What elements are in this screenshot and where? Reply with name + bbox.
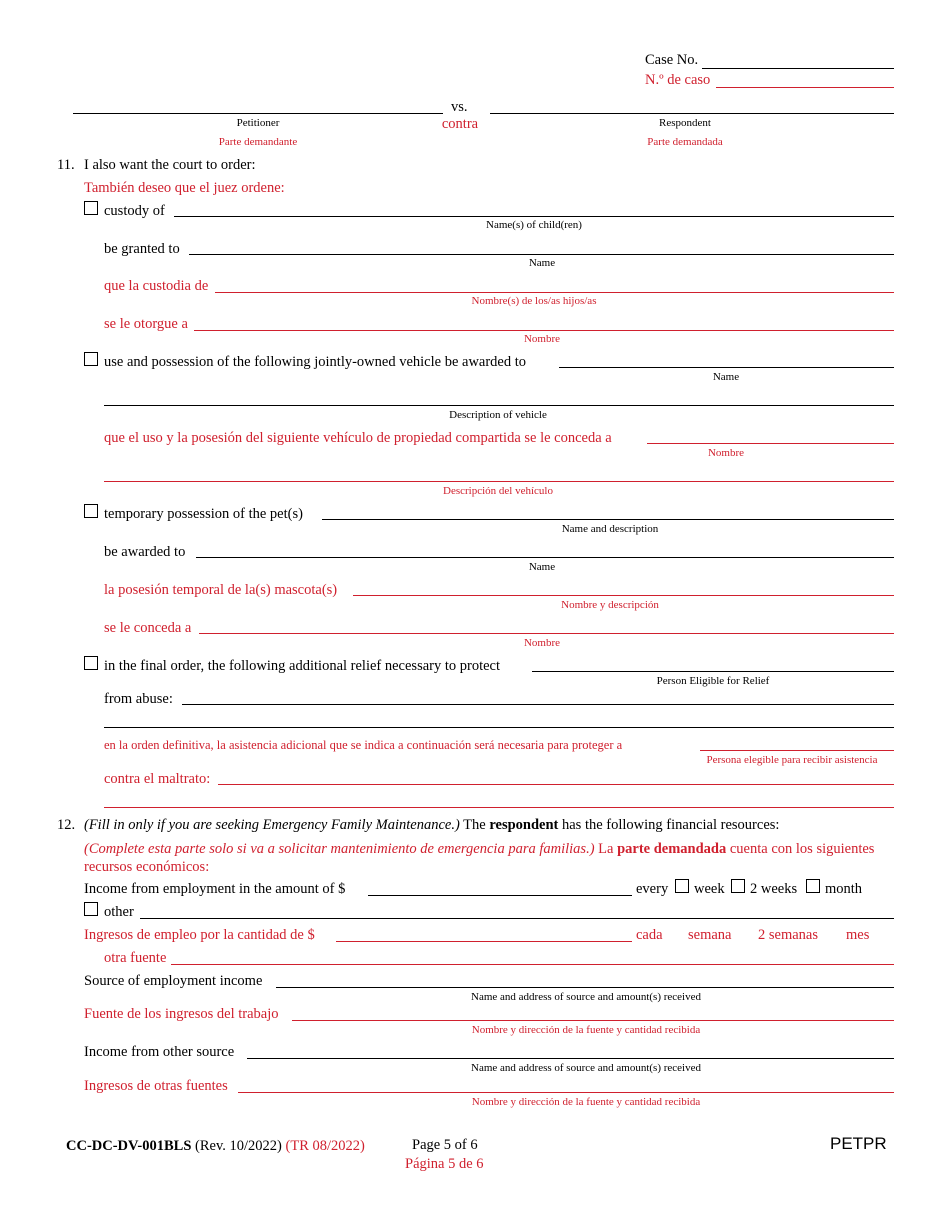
petitioner-caption: Petitioner — [236, 117, 280, 129]
form-rev: (Rev. 10/2022) — [195, 1138, 282, 1154]
source-label-es: Fuente de los ingresos del trabajo — [84, 1006, 279, 1022]
custody-checkbox[interactable] — [84, 201, 98, 215]
from-abuse-field-1[interactable] — [182, 704, 894, 705]
vehicle-label: use and possession of the following jointly-owned vehicle be awarded to — [104, 354, 527, 370]
from-abuse-field-2[interactable] — [104, 727, 894, 728]
section-12-intro-italic: (Fill in only if you are seeking Emergency Family Maintenance.) — [84, 817, 460, 833]
form-tr: (TR 08/2022) — [285, 1138, 365, 1154]
pet-description-field-es — [353, 595, 894, 596]
from-abuse-label: from abuse: — [104, 691, 173, 707]
pet-description-field[interactable] — [322, 519, 894, 520]
otra-fuente-field — [171, 964, 894, 965]
other-source-label-es: Ingresos de otras fuentes — [84, 1078, 228, 1094]
section-11-title: I also want the court to order: — [84, 157, 256, 173]
respondent-caption: Respondent — [659, 117, 711, 129]
section-11-title-es: También deseo que el juez ordene: — [84, 180, 285, 196]
abuse-field-es-2 — [104, 807, 894, 808]
final-order-label: in the final order, the following additional relief necessary to protect — [104, 658, 501, 674]
source-label: Source of employment income — [84, 973, 263, 989]
case-no-field-es — [716, 87, 894, 88]
eligible-person-field-es — [700, 750, 894, 751]
eligible-person-field[interactable] — [532, 671, 894, 672]
other-frequency-field[interactable] — [140, 918, 894, 919]
eligible-person-caption-es: Persona elegible para recibir asistencia — [706, 754, 878, 766]
section-12-intro-rest: has the following financial resources: — [562, 817, 780, 833]
granted-field-es — [194, 330, 894, 331]
vehicle-description-caption: Description of vehicle — [449, 409, 547, 421]
petitioner-caption-es: Parte demandante — [218, 136, 298, 148]
section-12-intro-es-italic: (Complete esta parte solo si va a solicitar mantenimiento de emergencia para familias.) — [84, 841, 595, 857]
granted-to-label: be granted to — [104, 241, 180, 257]
pet-awarded-label: be awarded to — [104, 544, 186, 560]
week-checkbox[interactable] — [675, 879, 689, 893]
every-label: every — [636, 881, 669, 897]
cada-label: cada — [636, 927, 663, 943]
custody-caption: Name(s) of child(ren) — [486, 219, 582, 231]
form-id: CC-DC-DV-001BLS — [66, 1138, 192, 1154]
pet-awarded-caption: Name — [528, 561, 556, 573]
eligible-person-caption: Person Eligible for Relief — [656, 675, 770, 687]
section-12-intro-bold: respondent — [489, 817, 559, 833]
petitioner-field[interactable] — [73, 113, 443, 114]
case-no-label-es: N.º de caso — [645, 72, 711, 88]
custody-field-es — [215, 292, 894, 293]
pet-label-es: la posesión temporal de la(s) mascota(s) — [104, 582, 338, 598]
other-label: other — [104, 904, 134, 920]
vehicle-description-caption-es: Descripción del vehículo — [443, 485, 553, 497]
week-label: week — [694, 881, 725, 897]
source-caption: Name and address of source and amount(s) received — [471, 991, 701, 1003]
case-no-field[interactable] — [702, 68, 894, 69]
form-code: PETPR — [830, 1134, 887, 1153]
abuse-field-es-1 — [218, 784, 894, 785]
income-amount-field-es — [336, 941, 632, 942]
page-number: Page 5 of 6 — [412, 1137, 478, 1153]
income-amount-field[interactable] — [368, 895, 632, 896]
vehicle-description-field-es — [104, 481, 894, 482]
mes-label: mes — [846, 927, 870, 943]
pet-description-caption: Name and description — [561, 523, 659, 535]
semana-label: semana — [688, 927, 732, 943]
other-source-field[interactable] — [247, 1058, 894, 1059]
source-field[interactable] — [276, 987, 894, 988]
abuse-label-es: contra el maltrato: — [104, 771, 211, 787]
source-caption-es: Nombre y dirección de la fuente y cantidad recibida — [471, 1024, 701, 1036]
vs-label: vs. — [451, 99, 468, 115]
custody-label: custody of — [104, 203, 165, 219]
granted-caption-es: Nombre — [523, 333, 561, 345]
pet-label: temporary possession of the pet(s) — [104, 506, 303, 522]
income-label-es: Ingresos de empleo por la cantidad de $ — [84, 927, 315, 943]
section-11-number: 11. — [57, 157, 75, 173]
vehicle-name-caption-es: Nombre — [707, 447, 745, 459]
source-field-es — [292, 1020, 894, 1021]
custody-caption-es: Nombre(s) de los/as hijos/as — [471, 295, 597, 307]
section-12-number: 12. — [57, 817, 76, 833]
respondent-caption-es: Parte demandada — [647, 136, 723, 148]
section-12-intro-es-bold: parte demandada — [617, 841, 727, 857]
granted-to-caption: Name — [528, 257, 556, 269]
footer-form-id — [66, 1138, 365, 1155]
pet-concede-caption-es: Nombre — [523, 637, 561, 649]
case-no-label: Case No. — [645, 52, 699, 68]
other-checkbox[interactable] — [84, 902, 98, 916]
section-12-intro-es-la: La — [598, 841, 614, 857]
section-12-intro-es — [84, 840, 884, 876]
two-weeks-label: 2 weeks — [750, 881, 798, 897]
pet-description-caption-es: Nombre y descripción — [561, 599, 659, 611]
pet-concede-field-es — [199, 633, 894, 634]
granted-label-es: se le otorgue a — [104, 316, 188, 332]
pet-checkbox[interactable] — [84, 504, 98, 518]
pet-concede-label-es: se le conceda a — [104, 620, 192, 636]
custody-children-field[interactable] — [174, 216, 894, 217]
vehicle-name-caption: Name — [712, 371, 740, 383]
other-source-field-es — [238, 1092, 894, 1093]
page-number-es: Página 5 de 6 — [405, 1156, 484, 1172]
custody-label-es: que la custodia de — [104, 278, 209, 294]
vehicle-label-es: que el uso y la posesión del siguiente vehículo de propiedad compartida se le conceda a — [104, 430, 612, 446]
contra-label: contra — [441, 116, 479, 132]
granted-to-field[interactable] — [189, 254, 894, 255]
final-order-label-es: en la orden definitiva, la asistencia adicional que se indica a continuación será necesaria para proteger a — [104, 738, 623, 752]
final-order-checkbox[interactable] — [84, 656, 98, 670]
income-label: Income from employment in the amount of $ — [84, 881, 346, 897]
vehicle-name-field[interactable] — [559, 367, 894, 368]
pet-awarded-field[interactable] — [196, 557, 894, 558]
other-source-caption-es: Nombre y dirección de la fuente y cantidad recibida — [471, 1096, 701, 1108]
vehicle-checkbox[interactable] — [84, 352, 98, 366]
other-source-label: Income from other source — [84, 1044, 235, 1060]
other-source-caption: Name and address of source and amount(s) received — [471, 1062, 701, 1074]
month-checkbox[interactable] — [806, 879, 820, 893]
respondent-field[interactable] — [490, 113, 894, 114]
month-label: month — [825, 881, 863, 897]
vehicle-description-field[interactable] — [104, 405, 894, 406]
section-12-intro-es-rest: cuenta con los siguientes recursos económicos: — [84, 841, 875, 875]
vehicle-name-field-es — [647, 443, 894, 444]
section-12-intro-the: The — [463, 817, 486, 833]
two-weeks-checkbox[interactable] — [731, 879, 745, 893]
otra-fuente-label: otra fuente — [104, 950, 167, 966]
two-semanas-label: 2 semanas — [758, 927, 818, 943]
section-12-intro — [84, 817, 779, 834]
